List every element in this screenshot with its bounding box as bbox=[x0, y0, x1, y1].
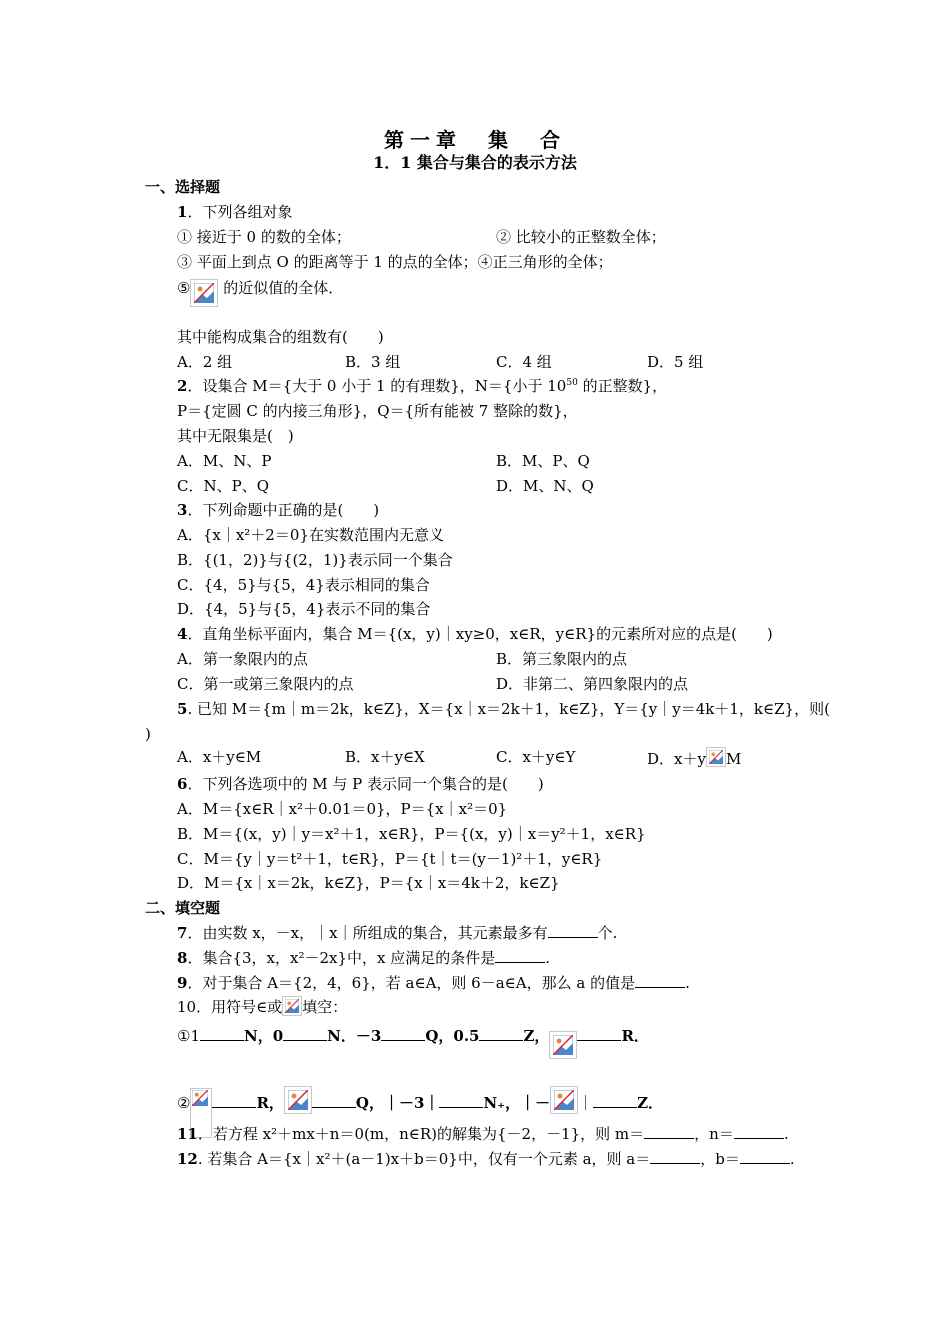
question-6-choice-d: D．M＝{x｜x＝2k，k∈Z}，P＝{x｜x＝4k＋2，k∈Z} bbox=[177, 874, 560, 892]
answer-blank[interactable] bbox=[740, 1149, 790, 1164]
question-11: 11．若方程 x²＋mx＋n＝0(m，n∈R)的解集为{－2，－1}，则 m＝ ，n＝ . bbox=[177, 1125, 789, 1143]
question-2-choice-a: A．M、N、P bbox=[177, 452, 272, 470]
answer-blank[interactable] bbox=[734, 1124, 784, 1139]
answer-blank[interactable] bbox=[495, 948, 545, 963]
question-2-choice-c: C．N、P、Q bbox=[177, 477, 269, 495]
broken-image-icon bbox=[550, 1086, 578, 1114]
question-2-choice-d: D．M、N、Q bbox=[496, 477, 594, 495]
question-1-choice-b: B．3 组 bbox=[345, 353, 401, 371]
question-2-line-1: 2．设集合 M＝{大于 0 小于 1 的有理数}，N＝{小于 $10^{50}$ 的正整数}， bbox=[177, 377, 668, 395]
question-2-line-2: P＝{定圆 C 的内接三角形}，Q＝{所有能被 7 整除的数}， bbox=[177, 402, 578, 420]
question-3-stem: 3．下列命题中正确的是( ) bbox=[177, 501, 380, 519]
question-10-row-2: ② R， Q，｜－3｜ N₊，｜－ ｜ Z． bbox=[177, 1086, 663, 1138]
answer-blank[interactable] bbox=[212, 1093, 256, 1108]
question-10-stem: 10．用符号∈或 填空： bbox=[177, 998, 348, 1016]
section-heading-choice: 一、选择题 bbox=[145, 178, 221, 196]
question-7: 7．由实数 x，－x，｜x｜所组成的集合，其元素最多有 个. bbox=[177, 924, 618, 942]
broken-image-icon bbox=[282, 996, 302, 1016]
question-4-choice-a: A．第一象限内的点 bbox=[177, 650, 308, 668]
answer-blank[interactable] bbox=[577, 1026, 621, 1041]
answer-blank[interactable] bbox=[312, 1093, 356, 1108]
question-4-stem: 4．直角坐标平面内，集合 M＝{(x，y)｜xy≥0，x∈R，y∈R}的元素所对应的点是( ) bbox=[177, 625, 773, 643]
question-3-choice-c: C．{4，5}与{5，4}表示相同的集合 bbox=[177, 576, 430, 594]
answer-blank[interactable] bbox=[644, 1124, 694, 1139]
broken-image-icon bbox=[549, 1031, 577, 1059]
answer-blank[interactable] bbox=[283, 1026, 327, 1041]
answer-blank[interactable] bbox=[479, 1026, 523, 1041]
question-5-choice-c: C．x＋y∈Y bbox=[496, 748, 576, 766]
question-3-choice-d: D．{4，5}与{5，4}表示不同的集合 bbox=[177, 600, 431, 618]
question-4-choice-b: B．第三象限内的点 bbox=[496, 650, 628, 668]
question-1-choice-a: A．2 组 bbox=[177, 353, 233, 371]
question-1-option-2: ② 比较小的正整数全体； bbox=[496, 228, 666, 246]
question-5-choice-d: D．x＋y M bbox=[647, 747, 741, 769]
answer-blank[interactable] bbox=[635, 973, 685, 988]
question-12: 12. 若集合 A＝{x｜x²＋(a－1)x＋b＝0}中，仅有一个元素 a，则 a＝ ，b＝ . bbox=[177, 1150, 795, 1168]
answer-blank[interactable] bbox=[381, 1026, 425, 1041]
question-3-choice-b: B．{(1，2)}与{(2，1)}表示同一个集合 bbox=[177, 551, 453, 569]
question-5-close-paren: ) bbox=[145, 725, 151, 743]
question-1-ask: 其中能构成集合的组数有( ) bbox=[177, 328, 384, 346]
question-1-choice-c: C．4 组 bbox=[496, 353, 552, 371]
question-6-stem: 6．下列各选项中的 M 与 P 表示同一个集合的是( ) bbox=[177, 775, 544, 793]
question-3-choice-a: A．{x｜x²＋2＝0}在实数范围内无意义 bbox=[177, 526, 444, 544]
question-10-row-1: ①1 N，0 N．－3 Q，0.5 Z， R． bbox=[177, 1026, 649, 1059]
question-2-ask: 其中无限集是( ) bbox=[177, 427, 294, 445]
question-4-choice-c: C．第一或第三象限内的点 bbox=[177, 675, 354, 693]
question-1-choice-d: D．5 组 bbox=[647, 353, 704, 371]
question-1-option-3: ③ 平面上到点 O 的距离等于 1 的点的全体；④正三角形的全体； bbox=[177, 253, 613, 271]
question-9: 9．对于集合 A＝{2，4，6}，若 a∈A，则 6－a∈A，那么 a 的值是 . bbox=[177, 974, 690, 992]
question-2-choice-b: B．M、P、Q bbox=[496, 452, 590, 470]
question-1-option-1: ① 接近于 0 的数的全体； bbox=[177, 228, 351, 246]
question-5-choice-a: A．x＋y∈M bbox=[177, 748, 262, 766]
answer-blank[interactable] bbox=[439, 1093, 483, 1108]
broken-image-icon bbox=[706, 747, 726, 767]
section-heading-fill: 二、填空题 bbox=[145, 899, 221, 917]
question-1-option-5: ⑤ 的近似值的全体． bbox=[177, 278, 343, 307]
question-6-choice-a: A．M＝{x∈R｜x²＋0.01＝0}，P＝{x｜x²＝0} bbox=[177, 800, 508, 818]
answer-blank[interactable] bbox=[200, 1026, 244, 1041]
section-title: 1．1 集合与集合的表示方法 bbox=[373, 153, 577, 172]
question-5-stem: 5. 已知 M＝{m｜m＝2k，k∈Z}，X＝{x｜x＝2k＋1，k∈Z}，Y＝{y｜y＝4k＋1，k∈Z}，则( bbox=[177, 700, 830, 718]
answer-blank[interactable] bbox=[593, 1093, 637, 1108]
question-6-choice-c: C．M＝{y｜y＝t²＋1，t∈R}，P＝{t｜t＝(y－1)²＋1，y∈R} bbox=[177, 850, 603, 868]
question-1-stem: 1．下列各组对象 bbox=[177, 203, 293, 221]
answer-blank[interactable] bbox=[650, 1149, 700, 1164]
question-6-choice-b: B．M＝{(x，y)｜y＝x²＋1，x∈R}，P＝{(x，y)｜x＝y²＋1，x∈R} bbox=[177, 825, 646, 843]
broken-image-icon bbox=[190, 279, 218, 307]
answer-blank[interactable] bbox=[548, 923, 598, 938]
question-5-choice-b: B．x＋y∈X bbox=[345, 748, 425, 766]
chapter-title: 第一章 集 合 bbox=[384, 128, 566, 152]
question-4-choice-d: D．非第二、第四象限内的点 bbox=[496, 675, 689, 693]
broken-image-icon bbox=[284, 1086, 312, 1114]
question-8: 8．集合{3，x，x²－2x}中，x 应满足的条件是 . bbox=[177, 949, 551, 967]
